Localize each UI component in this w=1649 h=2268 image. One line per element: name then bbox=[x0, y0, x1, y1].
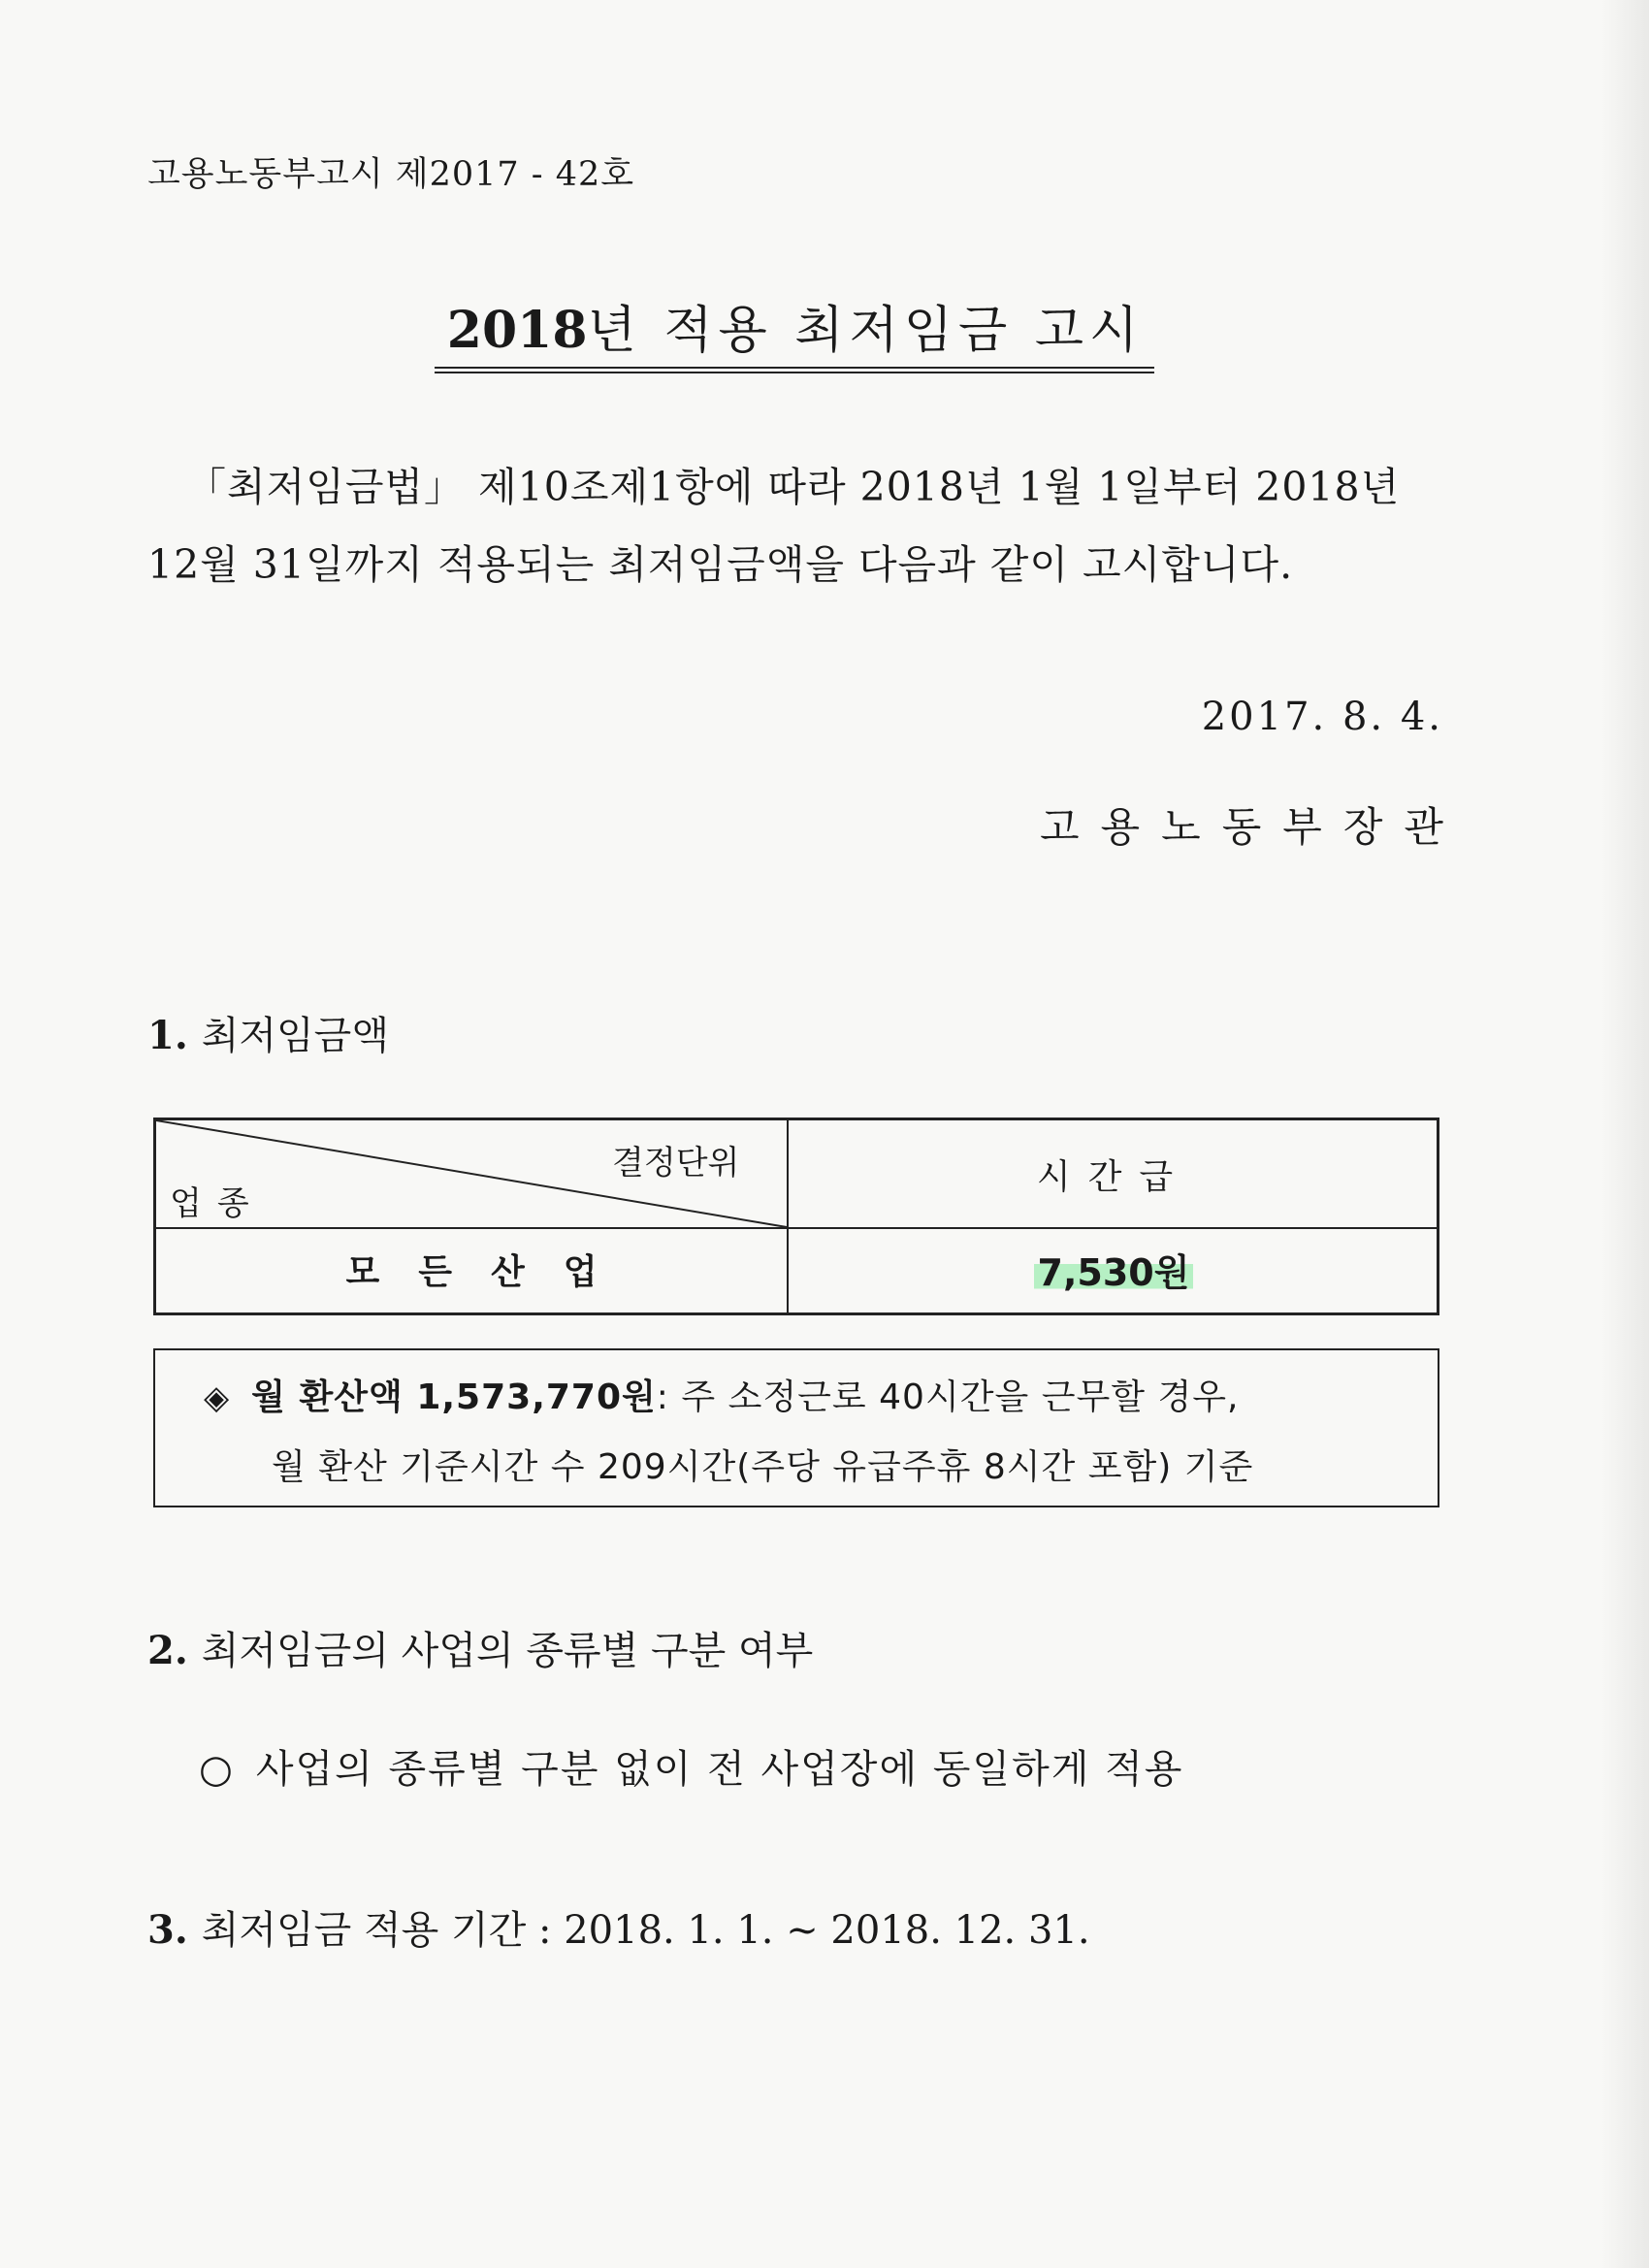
section-title: 최저임금의 사업의 종류별 구분 여부 bbox=[201, 1629, 814, 1673]
issue-date: 2017. 8. 4. bbox=[1201, 695, 1443, 739]
monthly-note-line-1 bbox=[204, 1370, 1239, 1419]
highlighted-wage: 7,530원 bbox=[1034, 1251, 1194, 1294]
section-2-heading bbox=[147, 1620, 813, 1675]
cell-hourly-wage-value bbox=[789, 1243, 1439, 1296]
section-title: 최저임금 적용 기간 : 2018. 1. 1. ~ 2018. 12. 31. bbox=[201, 1908, 1090, 1953]
monthly-amount-label: 월 환산액 1,573,770원 bbox=[251, 1377, 657, 1417]
minimum-wage-table bbox=[153, 1118, 1439, 1315]
monthly-note-condition: : 주 소정근로 40시간을 근무할 경우, bbox=[656, 1377, 1240, 1417]
issuer-signature-line: 고용노동부장관 bbox=[1039, 803, 1465, 851]
section-number: 3. bbox=[147, 1907, 188, 1953]
notice-number: 고용노동부고시 제2017 - 42호 bbox=[147, 155, 635, 194]
section-3-heading bbox=[147, 1899, 1090, 1955]
intro-line-2: 12월 31일까지 적용되는 최저임금액을 다음과 같이 고시합니다. bbox=[147, 541, 1294, 588]
section-2-bullet bbox=[199, 1738, 1183, 1794]
monthly-note-line-2: 월 환산 기준시간 수 209시간(주당 유급주휴 8시간 포함) 기준 bbox=[272, 1447, 1254, 1487]
document-title bbox=[436, 289, 1154, 362]
header-industry: 업종 bbox=[170, 1184, 265, 1223]
table-row-divider bbox=[156, 1227, 1437, 1229]
circle-bullet-icon: ○ bbox=[199, 1747, 235, 1792]
scan-edge-shadow bbox=[1600, 0, 1649, 2268]
title-year: 2018 bbox=[446, 301, 588, 360]
section-title: 최저임금액 bbox=[201, 1014, 389, 1058]
cell-all-industries: 모든산업 bbox=[345, 1252, 636, 1292]
title-double-underline bbox=[435, 367, 1154, 373]
intro-paragraph bbox=[147, 448, 1447, 603]
bullet-text: 사업의 종류별 구분 없이 전 사업장에 동일하게 적용 bbox=[255, 1747, 1184, 1792]
header-hourly-wage: 시간급 bbox=[1036, 1157, 1191, 1197]
title-text: 년 적용 최저임금 고시 bbox=[587, 302, 1145, 360]
monthly-conversion-note bbox=[153, 1348, 1439, 1507]
section-1-heading bbox=[147, 1005, 389, 1060]
section-number: 1. bbox=[147, 1013, 188, 1058]
section-number: 2. bbox=[147, 1628, 188, 1673]
header-decision-unit: 결정단위 bbox=[612, 1144, 740, 1183]
intro-line-1: 「최저임금법」 제10조제1항에 따라 2018년 1월 1일부터 2018년 bbox=[186, 464, 1401, 510]
diamond-bullet-icon: ◈ bbox=[204, 1378, 231, 1417]
